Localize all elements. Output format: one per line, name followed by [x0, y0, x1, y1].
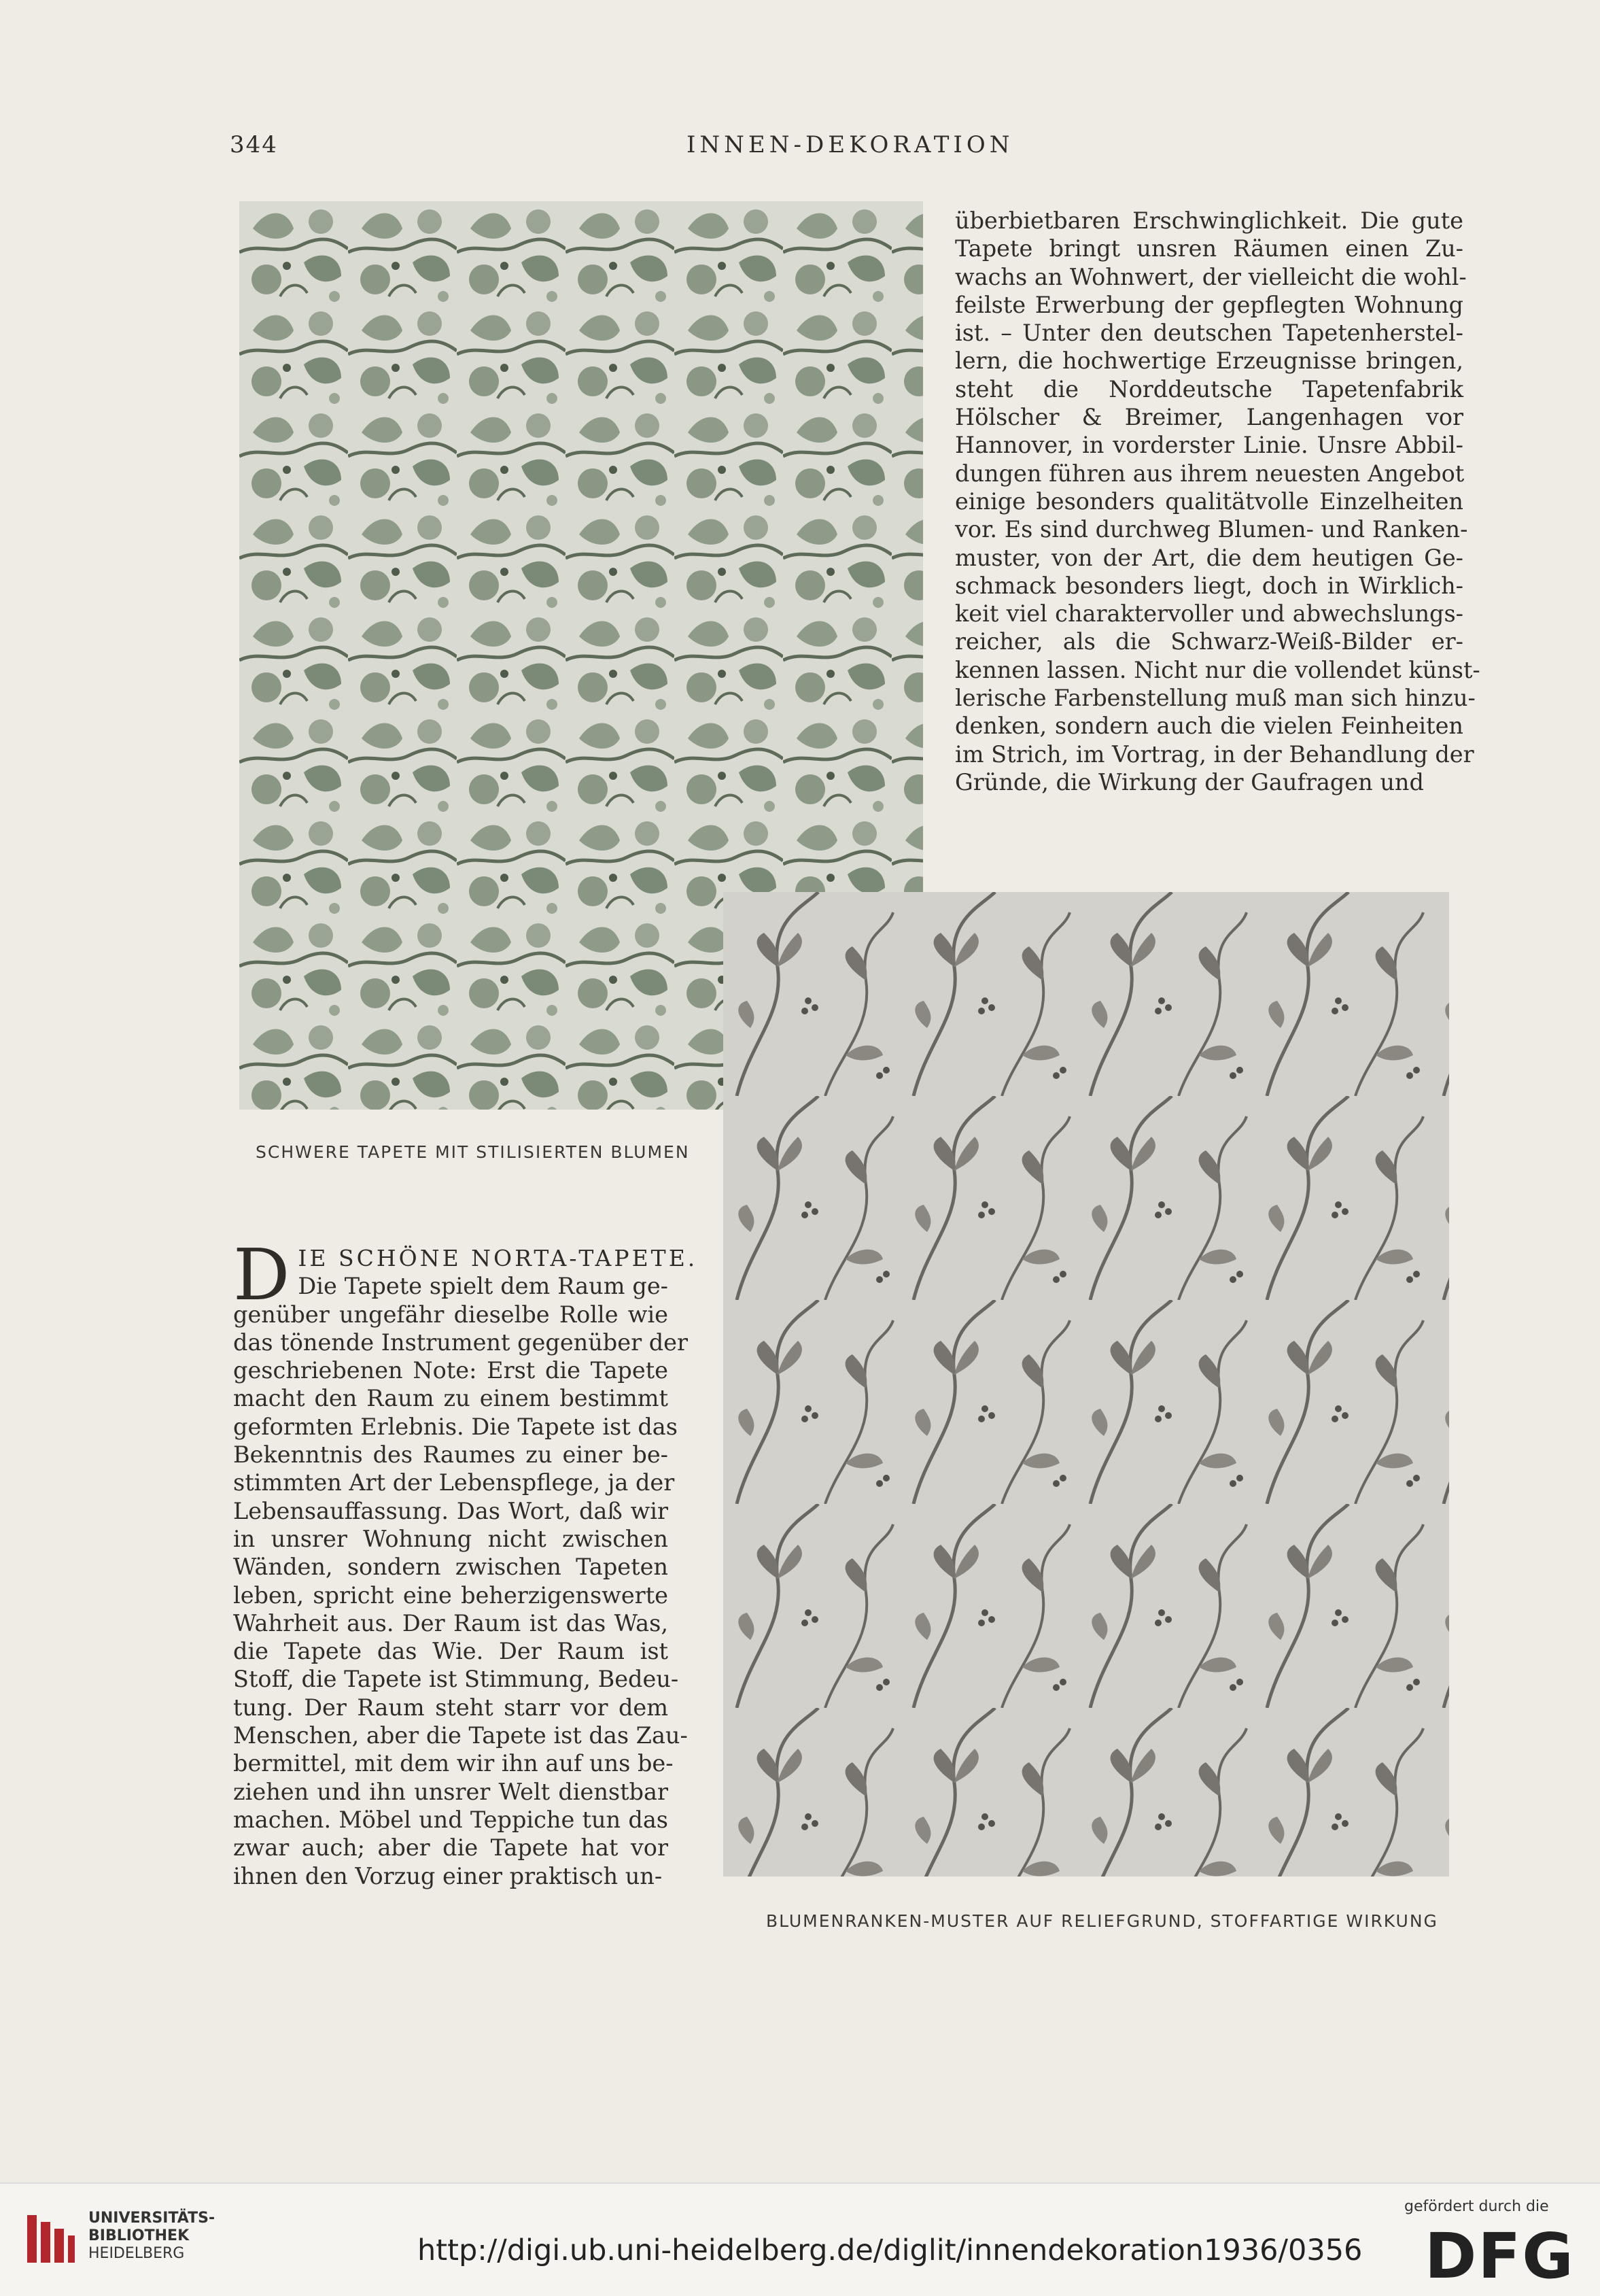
- body-text-line: Gründe, die Wirkung der Gaufragen und: [955, 768, 1424, 795]
- body-text-line: tung. Der Raum steht starr vor dem: [233, 1694, 668, 1721]
- funding-note: gefördert durch die: [1404, 2198, 1549, 2215]
- body-text-line: wachs an Wohnwert, der vielleicht die wohl-: [955, 263, 1467, 290]
- body-text-line: leben, spricht eine beherzigenswerte: [233, 1581, 668, 1609]
- body-text-line: feilste Erwerbung der gepflegten Wohnung: [955, 291, 1463, 318]
- caption-image1: SCHWERE TAPETE MIT STILISIERTEN BLUMEN: [256, 1142, 690, 1162]
- body-text-line: das tönende Instrument gegenüber der: [233, 1329, 689, 1356]
- library-name: UNIVERSITÄTS- BIBLIOTHEK HEIDELBERG: [88, 2210, 215, 2262]
- body-text-line: stimmten Art der Lebenspflege, ja der: [233, 1469, 675, 1496]
- article-heading: IE SCHÖNE NORTA-TAPETE.: [298, 1245, 698, 1271]
- first-line: Die Tapete spielt dem Raum ge-: [298, 1273, 668, 1300]
- body-text-line: lerische Farbenstellung muß man sich hinzu-: [955, 685, 1476, 712]
- body-text-line: muster, von der Art, die dem heutigen Ge-: [955, 544, 1463, 571]
- wallpaper-image-floral-tendrils: [723, 892, 1449, 1877]
- dfg-logo: DFG: [1425, 2220, 1575, 2293]
- drop-cap: D: [233, 1233, 290, 1316]
- body-text-line: die Tapete das Wie. Der Raum ist: [233, 1638, 668, 1665]
- body-text-line: reicher, als die Schwarz-Weiß-Bilder er-: [955, 628, 1463, 655]
- body-text-line: Tapete bringt unsren Räumen einen Zu-: [955, 235, 1463, 262]
- body-text-line: Menschen, aber die Tapete ist das Zau-: [233, 1722, 688, 1749]
- body-text-line: zwar auch; aber die Tapete hat vor: [233, 1834, 668, 1862]
- body-text-line: ist. – Unter den deutschen Tapetenherstel-: [955, 320, 1463, 347]
- body-text-line: Lebensauffassung. Das Wort, daß wir: [233, 1497, 668, 1524]
- body-text-line: kennen lassen. Nicht nur die vollendet künst-: [955, 656, 1480, 683]
- body-text-line: einige besonders qualitätvolle Einzelheiten: [955, 487, 1463, 515]
- body-text-line: Bekenntnis des Raumes zu einer be-: [233, 1441, 668, 1469]
- body-text-line: lern, die hochwertige Erzeugnisse bringen,: [955, 347, 1463, 375]
- body-text-line: Stoff, die Tapete ist Stimmung, Bedeu-: [233, 1666, 679, 1693]
- body-text-line: dungen führen aus ihrem neuesten Angebot: [955, 460, 1465, 487]
- body-text-line: Hannover, in vorderster Linie. Unsre Abbil-: [955, 432, 1463, 459]
- body-text-line: geschriebenen Note: Erst die Tapete: [233, 1357, 668, 1384]
- body-text-line: im Strich, im Vortrag, in der Behandlung der: [955, 740, 1474, 768]
- source-url-link[interactable]: http://digi.ub.uni-heidelberg.de/diglit/innendekoration1936/0356: [417, 2233, 1363, 2267]
- body-text-line: denken, sondern auch die vielen Feinheiten: [955, 713, 1463, 740]
- body-text-line: macht den Raum zu einem bestimmt: [233, 1385, 668, 1412]
- body-text-line: schmack besonders liegt, doch in Wirklich-: [955, 572, 1463, 599]
- body-text-line: Wänden, sondern zwischen Tapeten: [233, 1554, 668, 1581]
- body-text-line: bermittel, mit dem wir ihn auf uns be-: [233, 1750, 674, 1777]
- caption-image2: BLUMENRANKEN-MUSTER AUF RELIEFGRUND, STOFFARTIGE WIRKUNG: [766, 1911, 1438, 1931]
- body-text-line: Wahrheit aus. Der Raum ist das Was,: [233, 1609, 668, 1637]
- body-text-line: steht die Norddeutsche Tapetenfabrik: [955, 375, 1463, 402]
- running-header: INNEN-DEKORATION: [686, 131, 1014, 158]
- body-text-line: geformten Erlebnis. Die Tapete ist das: [233, 1413, 678, 1440]
- body-text-line: vor. Es sind durchweg Blumen- und Ranken-: [955, 516, 1468, 543]
- body-text-line: ihnen den Vorzug einer praktisch un-: [233, 1862, 663, 1889]
- body-text-line: überbietbaren Erschwinglichkeit. Die gute: [955, 207, 1463, 234]
- left-column-text: [233, 1233, 698, 1890]
- page-number: 344: [230, 131, 278, 158]
- body-text-line: machen. Möbel und Teppiche tun das: [233, 1806, 668, 1833]
- university-library-logo-icon: [20, 2208, 82, 2269]
- body-text-line: Hölscher & Breimer, Langenhagen vor: [955, 404, 1463, 431]
- body-text-line: ziehen und ihn unsrer Welt dienstbar: [233, 1778, 668, 1805]
- body-text-line: keit viel charaktervoller und abwechslungs-: [955, 600, 1463, 628]
- body-text-line: genüber ungefähr dieselbe Rolle wie: [233, 1301, 668, 1328]
- body-text-line: in unsrer Wohnung nicht zwischen: [233, 1525, 668, 1552]
- right-column-text: [955, 207, 1480, 796]
